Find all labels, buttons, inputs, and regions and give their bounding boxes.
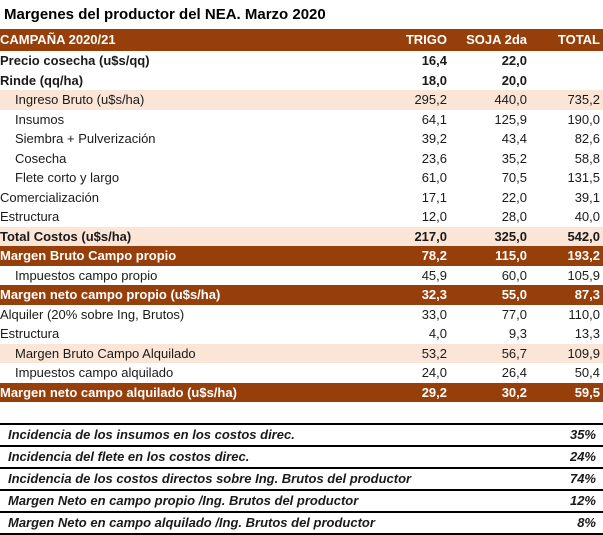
- table-row-precio-cosecha: [0, 51, 603, 71]
- cell-trigo: 29,2: [421, 384, 447, 400]
- cell-trigo: 45,9: [421, 267, 447, 283]
- page-title: Margenes del productor del NEA. Marzo 2020: [4, 6, 326, 23]
- cell-total: 40,0: [574, 209, 600, 224]
- row-label: Comercialización: [0, 189, 99, 205]
- table-row-estructura: [0, 207, 603, 227]
- stat-label: Incidencia del flete en los costos direc.: [0, 446, 523, 468]
- cell-trigo: 12,0: [421, 209, 447, 224]
- header-trigo: TRIGO: [405, 32, 447, 47]
- cell-total: 190,0: [567, 111, 600, 127]
- row-label: Siembra + Pulverización: [15, 131, 156, 146]
- cell-soja: 9,3: [508, 326, 527, 341]
- row-label: Rinde (qq/ha): [0, 72, 84, 88]
- cell-total: 13,3: [574, 326, 600, 341]
- cell-soja: 30,2: [501, 384, 527, 400]
- row-label: Impuestos campo alquilado: [15, 365, 174, 380]
- row-label: Margen neto campo propio (u$s/ha): [0, 287, 221, 302]
- row-label: Margen Bruto Campo propio: [0, 248, 177, 263]
- stat-label: Margen Neto en campo alquilado /Ing. Brutos del productor: [0, 512, 523, 534]
- cell-soja: 125,9: [494, 111, 527, 127]
- cell-soja: 43,4: [501, 131, 527, 146]
- stat-value: 24%: [523, 446, 603, 468]
- cell-soja: 22,0: [501, 189, 527, 205]
- cell-trigo: 78,2: [421, 248, 447, 263]
- margins-table: [0, 29, 603, 402]
- cell-total: 58,8: [574, 150, 600, 166]
- cell-trigo: 64,1: [421, 111, 447, 127]
- table-row-alquiler: [0, 305, 603, 325]
- cell-trigo: 32,3: [421, 287, 447, 302]
- cell-total: 39,1: [574, 189, 600, 205]
- header-campania: CAMPAÑA 2020/21: [0, 32, 116, 47]
- row-label: Ingreso Bruto (u$s/ha): [15, 92, 145, 107]
- cell-trigo: 61,0: [421, 170, 447, 185]
- cell-trigo: 39,2: [421, 131, 447, 146]
- row-label: Flete corto y largo: [15, 170, 120, 185]
- table-row-total-costos: [0, 227, 603, 247]
- cell-total: 110,0: [568, 306, 600, 322]
- stat-row-margen-neto-propio-ratio: [0, 490, 603, 512]
- header-soja: SOJA 2da: [466, 32, 527, 47]
- row-label: Impuestos campo propio: [15, 267, 158, 283]
- cell-total: 735,2: [567, 92, 600, 107]
- row-label: Total Costos (u$s/ha): [0, 228, 132, 244]
- stat-row-margen-neto-alquilado-ratio: [0, 512, 603, 534]
- cell-soja: 60,0: [501, 267, 527, 283]
- cell-soja: 28,0: [501, 209, 527, 224]
- table-row-rinde: [0, 71, 603, 91]
- cell-soja: 77,0: [501, 306, 527, 322]
- table-row-flete: [0, 168, 603, 188]
- row-label: Precio cosecha (u$s/qq): [0, 53, 150, 68]
- row-label: Estructura: [0, 209, 60, 224]
- stat-label: Margen Neto en campo propio /Ing. Brutos del productor: [0, 490, 523, 512]
- incidence-stats-table: [0, 423, 603, 535]
- table-row-impuestos-propio: [0, 266, 603, 286]
- table-header-row: [0, 29, 603, 51]
- cell-soja: 70,5: [501, 170, 527, 185]
- row-label: Insumos: [15, 111, 65, 127]
- cell-soja: 55,0: [501, 287, 527, 302]
- stat-value: 8%: [523, 512, 603, 534]
- stat-row-incidencia-flete: [0, 446, 603, 468]
- cell-trigo: 18,0: [421, 72, 447, 88]
- cell-trigo: 295,2: [414, 92, 447, 107]
- stat-label: Incidencia de los insumos en los costos direc.: [0, 424, 523, 446]
- stat-row-incidencia-insumos: [0, 424, 603, 446]
- stat-value: 35%: [523, 424, 603, 446]
- cell-trigo: 217,0: [414, 228, 447, 244]
- cell-trigo: 23,6: [421, 150, 447, 166]
- cell-soja: 115,0: [495, 248, 527, 263]
- cell-trigo: 24,0: [421, 365, 447, 380]
- row-label: Alquiler (20% sobre Ing, Brutos): [0, 306, 185, 322]
- row-label: Cosecha: [15, 150, 67, 166]
- row-label: Margen Bruto Campo Alquilado: [15, 345, 196, 361]
- cell-trigo: 53,2: [421, 345, 447, 361]
- cell-trigo: 16,4: [421, 53, 447, 68]
- cell-total: 542,0: [567, 228, 600, 244]
- table-row-margen-bruto-alquilado: [0, 344, 603, 364]
- cell-soja: 35,2: [501, 150, 527, 166]
- stat-label: Incidencia de los costos directos sobre Ing. Brutos del productor: [0, 468, 523, 490]
- cell-total: 50,4: [574, 365, 600, 380]
- cell-soja: 440,0: [494, 92, 527, 107]
- row-label: Estructura: [0, 326, 60, 341]
- table-row-cosecha: [0, 149, 603, 169]
- cell-trigo: 33,0: [421, 306, 447, 322]
- table-row-margen-neto-propio: [0, 285, 603, 305]
- table-row-margen-bruto-propio: [0, 246, 603, 266]
- cell-soja: 26,4: [501, 365, 527, 380]
- cell-total: [527, 71, 603, 91]
- stat-row-incidencia-costos-directos: [0, 468, 603, 490]
- cell-total: [527, 51, 603, 71]
- table-row-estructura-alquilado: [0, 324, 603, 344]
- table-row-impuestos-alquilado: [0, 363, 603, 383]
- cell-total: 59,5: [574, 384, 600, 400]
- cell-total: 105,9: [567, 267, 600, 283]
- table-row-siembra-pulverizacion: [0, 129, 603, 149]
- row-label: Margen neto campo alquilado (u$s/ha): [0, 384, 237, 400]
- cell-soja: 56,7: [501, 345, 527, 361]
- header-total: TOTAL: [557, 32, 600, 47]
- cell-total: 131,5: [567, 170, 600, 185]
- cell-soja: 20,0: [501, 72, 527, 88]
- cell-trigo: 4,0: [428, 326, 447, 341]
- cell-total: 87,3: [574, 287, 600, 302]
- table-row-insumos: [0, 110, 603, 130]
- cell-soja: 22,0: [501, 53, 527, 68]
- table-row-comercializacion: [0, 188, 603, 208]
- cell-trigo: 17,1: [421, 189, 447, 205]
- cell-total: 193,2: [567, 248, 600, 263]
- cell-total: 82,6: [574, 131, 600, 146]
- cell-soja: 325,0: [494, 228, 527, 244]
- table-row-ingreso-bruto: [0, 90, 603, 110]
- table-row-margen-neto-alquilado: [0, 383, 603, 403]
- cell-total: 109,9: [567, 345, 600, 361]
- stat-value: 12%: [523, 490, 603, 512]
- stat-value: 74%: [523, 468, 603, 490]
